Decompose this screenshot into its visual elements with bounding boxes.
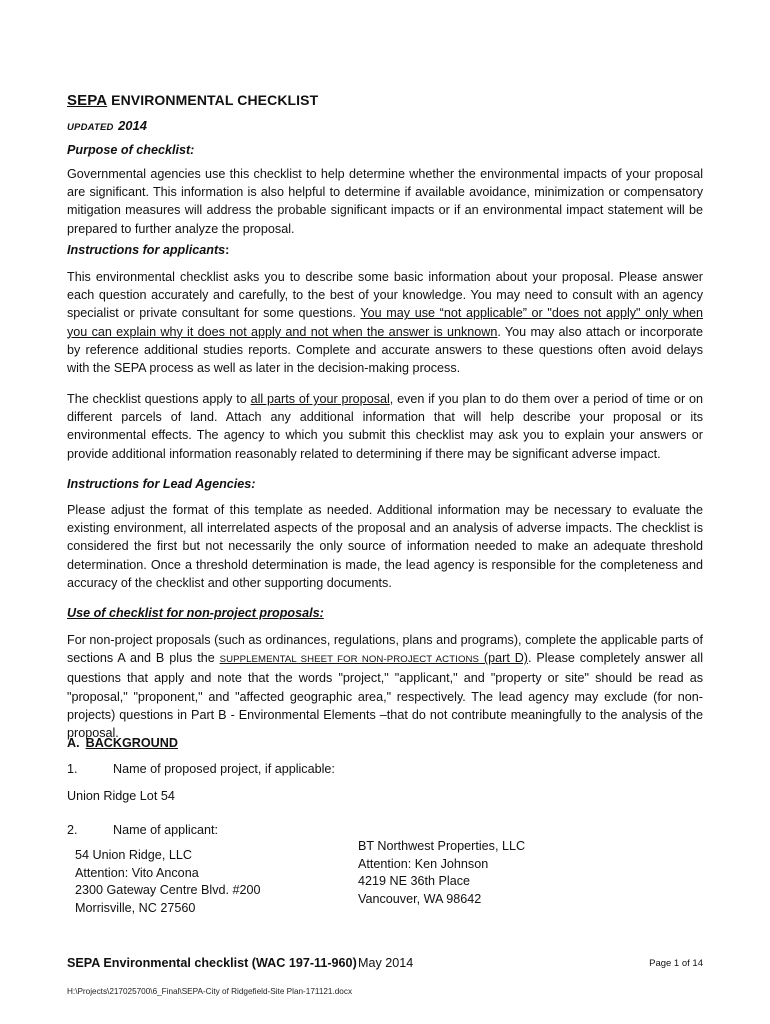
footer-file-path: H:\Projects\217025700\6_Final\SEPA-City of Ridgefield-Site Plan-171121.docx xyxy=(67,987,353,996)
address-right-line: Vancouver, WA 98642 xyxy=(358,891,482,906)
address-right-line: 4219 NE 36th Place xyxy=(358,874,471,889)
updated-label: UPDATED xyxy=(67,122,114,133)
footer-date: May 2014 xyxy=(358,956,414,970)
applicants-heading-colon: : xyxy=(225,243,230,257)
address-left-line: 54 Union Ridge, LLC xyxy=(75,848,192,862)
address-left-line: Attention: Vito Ancona xyxy=(75,865,199,880)
nonproject-paragraph xyxy=(67,631,703,742)
updated-year: 2014 xyxy=(118,118,147,133)
nonproject-p-end: . Please completely answer all questions that apply and note that the words "project," "applicant," and "property or site" should be read as "proposal," "proponent," and "affected geographic area," respectively. The lead agency may exclude (for non-projects) questions in Part B - Environmental Elements –that do not contribute meaningfully to the analysis of the proposal. xyxy=(67,651,703,741)
question-1 xyxy=(67,762,335,776)
applicants-heading-text: Instructions for applicants xyxy=(67,243,226,257)
applicants-p2-end: , even if you plan to do them over a period of time or on different parcels of land. Attach any additional information that will help describe your proposal or its environmental effects. The agency to which you submit this checklist may ask you to explain your answers or provide additional information reasonably related to determining if there may be significant adverse impact. xyxy=(67,392,703,461)
address-left-line: Morrisville, NC 27560 xyxy=(75,900,196,915)
applicants-p1-underlined: You may use “not applicable” or "does not apply" only when you can explain why it does not apply and not when the answer is unknown xyxy=(67,306,704,339)
applicant-address-right xyxy=(358,838,525,908)
section-a-letter: A. xyxy=(67,736,80,750)
question-1-label: Name of proposed project, if applicable: xyxy=(113,762,335,776)
address-right-line: BT Northwest Properties, LLC xyxy=(358,839,526,853)
updated-line xyxy=(67,117,147,135)
footer-title: SEPA Environmental checklist (WAC 197-11-960) xyxy=(67,956,357,970)
address-left-line: 2300 Gateway Centre Blvd. #200 xyxy=(75,883,261,898)
question-1-number: 1. xyxy=(67,762,78,776)
applicants-p2-start: The checklist questions apply to xyxy=(67,392,251,406)
part-d-ref: (part D) xyxy=(479,651,529,666)
footer-page-number: Page 1 of 14 xyxy=(649,958,703,969)
purpose-paragraph: Governmental agencies use this checklist to help determine whether the environmental impacts of your proposal are significant. This information is also helpful to determine if available avoidance, minimization or compensatory mitigation measures will address the probable significant impacts or if an environmental impact statement will be prepared to further analyze the proposal. xyxy=(67,167,703,236)
question-1-answer: Union Ridge Lot 54 xyxy=(67,789,175,803)
applicants-p1-end: . You may also attach or incorporate by reference additional studies reports. Complete and accurate answers to these questions often avoid delays with the SEPA process as well as later in the decision-making process. xyxy=(67,324,704,376)
nonproject-heading xyxy=(67,606,324,620)
applicants-p2-underlined: all parts of your proposal xyxy=(250,392,390,406)
question-2-label: Name of applicant: xyxy=(113,823,219,837)
lead-paragraph: Please adjust the format of this template as needed. Additional information may be necessary to evaluate the existing environment, all interrelated aspects of the proposal and an analysis of adverse impacts. The checklist is considered the first but not necessarily the only source of information needed to make an adequate threshold determination. Once a threshold determination is made, the lead agency is responsible for the completeness and accuracy of the checklist and other supporting documents. xyxy=(67,503,703,590)
applicants-paragraph-2 xyxy=(67,390,703,463)
section-a-heading xyxy=(67,736,178,750)
section-a-label: BACKGROUND xyxy=(85,736,178,750)
lead-heading: Instructions for Lead Agencies: xyxy=(67,477,256,491)
applicants-p1-start: This environmental checklist asks you to describe some basic information about your proposal. Please answer each question accurately and carefully, to the best of your knowledge. You may need to consult with an agency specialist or private consultant for some questions. xyxy=(67,270,703,321)
applicant-address-left xyxy=(75,847,261,917)
document-title xyxy=(67,92,318,109)
nonproject-heading-text: Use of checklist for non-project proposals: xyxy=(67,606,324,620)
question-2-number: 2. xyxy=(67,823,78,837)
nonproject-p-start: For non-project proposals (such as ordinances, regulations, plans and programs), complete the applicable parts of sections A and B plus the xyxy=(67,633,703,666)
address-right-line: Attention: Ken Johnson xyxy=(358,856,489,871)
applicants-paragraph-1 xyxy=(67,268,703,377)
purpose-heading: Purpose of checklist: xyxy=(67,143,195,157)
question-2 xyxy=(67,823,218,837)
supplemental-sheet-link: SUPPLEMENTAL SHEET FOR NON-PROJECT ACTIONS xyxy=(219,654,480,666)
title-rest: ENVIRONMENTAL CHECKLIST xyxy=(111,92,319,108)
title-sepa: SEPA xyxy=(67,92,108,109)
applicants-heading xyxy=(67,243,229,257)
